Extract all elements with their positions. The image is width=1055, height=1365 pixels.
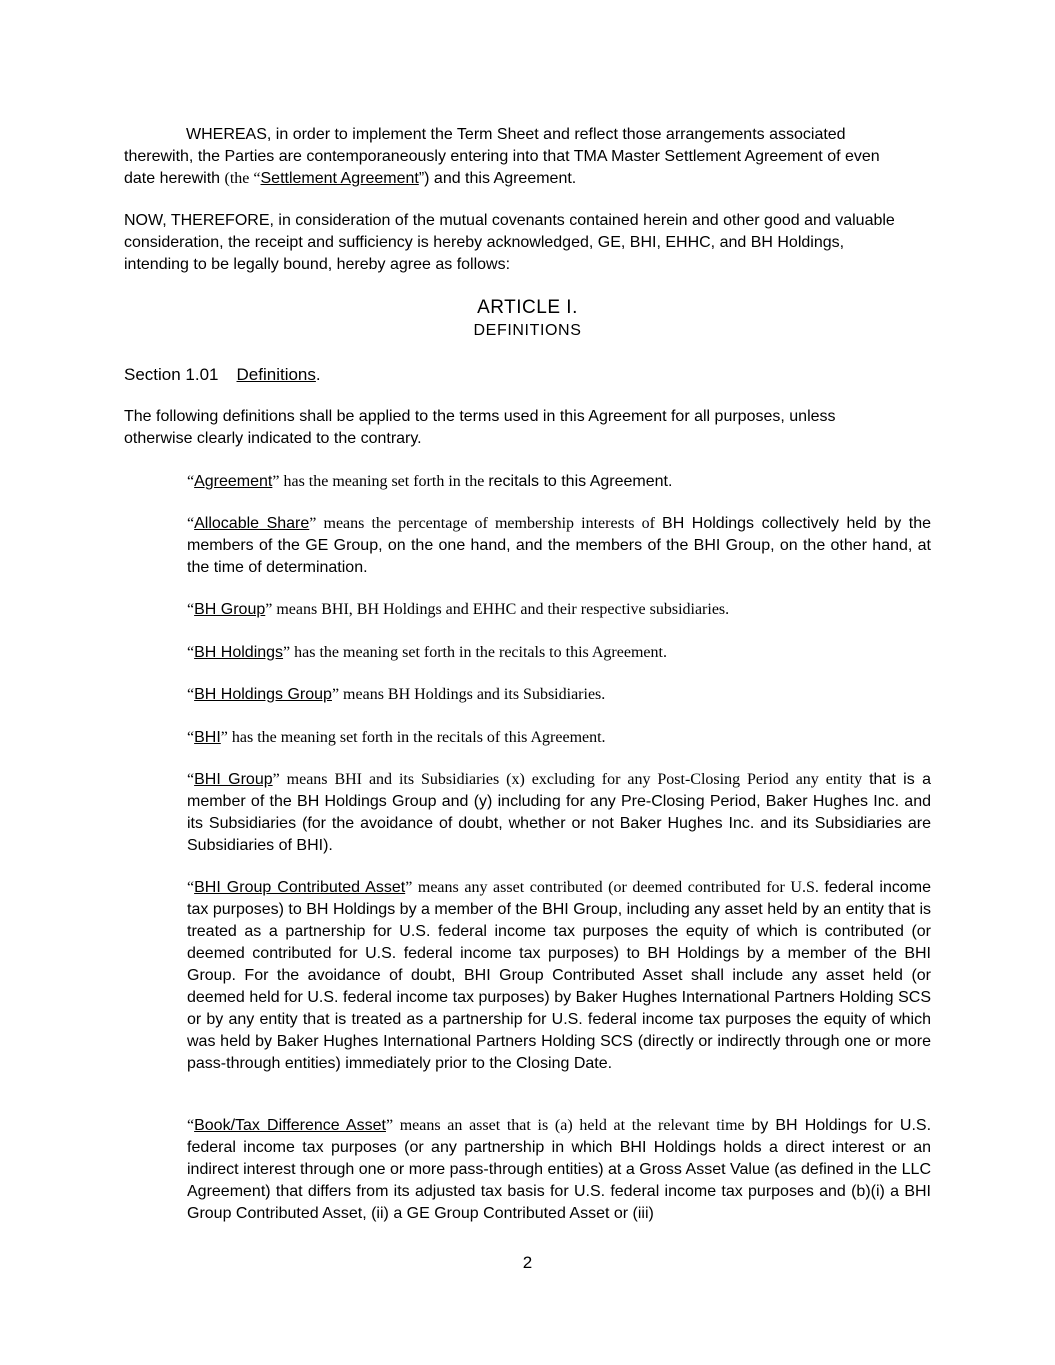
quote-open: “ bbox=[187, 1117, 195, 1134]
definition-book-tax-difference-asset bbox=[187, 1115, 931, 1225]
section-intro: The following definitions shall be applied to the terms used in this Agreement for all purposes, unless otherwise clearly indicated to the contrary. bbox=[124, 408, 836, 447]
definition-bhi-group bbox=[187, 769, 931, 857]
definition-text-rest: by BH Holdings for U.S. federal income tax purposes (or any partnership in which BHI Holdings holds a direct interest or an indirect interest through one or more pass-through entities) at a Gross Asset Value (as defined in the LLC Agreement) that differs from its adjusted tax basis for U.S. federal income tax purposes and (b)(i) a BHI Group Contributed Asset, (ii) a GE Group Contributed Asset or (iii) bbox=[187, 1117, 932, 1222]
definition-text: ” has the meaning set forth in the recitals to this Agreement. bbox=[283, 644, 667, 661]
definition-text: ” has the meaning set forth in the recitals of this Agreement. bbox=[220, 729, 606, 746]
definition-text-rest: BH Holdings collectively held by the members of the GE Group, on the one hand, and the members of the BHI Group, on the other hand, at the time of determination. bbox=[187, 515, 932, 576]
definition-bh-holdings-group bbox=[187, 684, 931, 706]
defined-term: BHI Group Contributed Asset bbox=[194, 879, 406, 896]
definition-text-rest: recitals to this Agreement. bbox=[488, 473, 673, 490]
section-title-suffix: . bbox=[315, 365, 321, 384]
definition-text: ” means an asset that is (a) held at the relevant time bbox=[385, 1117, 752, 1134]
definition-text: ” means BH Holdings and its Subsidiaries. bbox=[331, 686, 606, 703]
now-therefore-paragraph: NOW, THEREFORE, in consideration of the mutual covenants contained herein and other good and valuable consideration, the receipt and sufficiency is hereby acknowledged, GE, BHI, EHHC, and BH Holdings, intending to be legally bound, hereby agree as follows: bbox=[124, 212, 895, 273]
defined-term: BHI Group bbox=[194, 771, 273, 788]
definition-text: ” means the percentage of membership interests of bbox=[309, 515, 663, 532]
section-heading bbox=[124, 364, 321, 386]
article-number: ARTICLE I. bbox=[477, 297, 578, 318]
quote-open: “ bbox=[187, 771, 195, 788]
defined-term: Agreement bbox=[194, 473, 273, 490]
whereas-paragraph bbox=[124, 124, 904, 190]
defined-term: BH Holdings bbox=[194, 644, 284, 661]
defined-term: BHI bbox=[194, 729, 221, 746]
definition-bh-holdings bbox=[187, 642, 931, 664]
article-title: DEFINITIONS bbox=[473, 322, 582, 339]
quote-open: “ bbox=[187, 644, 195, 661]
quote-open: “ bbox=[187, 729, 195, 746]
definition-text: ” means any asset contributed (or deemed contributed for U.S. bbox=[405, 879, 825, 896]
definition-text-rest: federal income tax purposes) to BH Holdings by a member of the BHI Group, including any asset held by an entity that is treated as a partnership for U.S. federal income tax purposes the equity of which is contributed (or deemed contributed for U.S. federal income tax purposes) to BH Holdings by a member of the BHI Group. For the avoidance of doubt, BHI Group Contributed Asset shall include any asset held (or deemed held for U.S. federal income tax purposes) by Baker Hughes International Partners Holding SCS or by any entity that is treated as a partnership for U.S. federal income tax purposes the equity of which was held by Baker Hughes International Partners Holding SCS (directly or indirectly through one or more pass-through entities) immediately prior to the Closing Date. bbox=[187, 879, 932, 1072]
quote-open: “ bbox=[187, 473, 195, 490]
section-number: Section 1.01 bbox=[124, 365, 219, 384]
quote-open: “ bbox=[187, 515, 195, 532]
defined-term: BH Group bbox=[194, 601, 266, 618]
definition-agreement bbox=[187, 471, 931, 493]
definition-text: ” has the meaning set forth in the bbox=[272, 473, 489, 490]
whereas-text: WHEREAS, in order to implement the Term Sheet and reflect those arrangements associated therewith, the Parties are contemporaneously entering into that TMA Master Settlement Agreement of even date herewith bbox=[124, 126, 880, 187]
definition-text-rest: that is a member of the BH Holdings Group and (y) including for any Pre-Closing Period, Baker Hughes Inc. and its Subsidiaries (for the avoidance of doubt, whether or not Baker Hughes Inc. and its Subsidiaries are Subsidiaries of BHI). bbox=[187, 771, 931, 854]
definition-bhi bbox=[187, 727, 931, 749]
whereas-text-end: ”) and this Agreement. bbox=[418, 170, 577, 187]
quote-open: “ bbox=[187, 879, 195, 896]
quote-open: “ bbox=[187, 686, 195, 703]
definition-bh-group bbox=[187, 599, 931, 621]
definition-allocable-share bbox=[187, 513, 931, 579]
definition-text: ” means BHI, BH Holdings and EHHC and their respective subsidiaries. bbox=[265, 601, 730, 618]
page-number: 2 bbox=[522, 1253, 533, 1272]
defined-term-settlement-agreement: Settlement Agreement bbox=[260, 170, 419, 187]
definition-text: ” means BHI and its Subsidiaries (x) excluding for any Post-Closing Period any entity bbox=[272, 771, 870, 788]
quote-open: “ bbox=[187, 601, 195, 618]
section-title: Definitions bbox=[236, 365, 316, 384]
defined-term: BH Holdings Group bbox=[194, 686, 332, 703]
definition-bhi-group-contributed-asset bbox=[187, 877, 931, 1075]
defined-term: Book/Tax Difference Asset bbox=[194, 1117, 386, 1134]
whereas-serif-open: (the “ bbox=[224, 170, 261, 187]
defined-term: Allocable Share bbox=[194, 515, 310, 532]
